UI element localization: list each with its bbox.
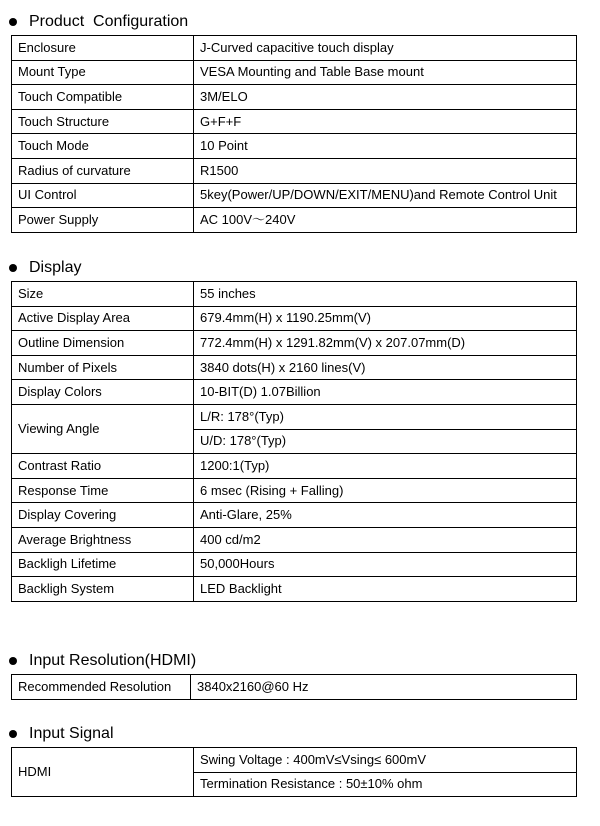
spec-label: Backligh Lifetime xyxy=(12,552,194,577)
spec-label: Response Time xyxy=(12,478,194,503)
spec-value: U/D: 178°(Typ) xyxy=(194,429,577,454)
spec-value: 3M/ELO xyxy=(194,85,577,110)
spec-value: 10 Point xyxy=(194,134,577,159)
spec-label: Power Supply xyxy=(12,208,194,233)
spec-label: HDMI xyxy=(12,748,194,797)
spec-value: Swing Voltage : 400mV≤Vsing≤ 600mV xyxy=(194,748,577,773)
spec-label: Number of Pixels xyxy=(12,355,194,380)
spec-value: LED Backlight xyxy=(194,577,577,602)
table-row xyxy=(12,552,577,577)
spec-value: AC 100V～240V xyxy=(194,208,577,233)
spec-value: R1500 xyxy=(194,158,577,183)
table-row xyxy=(12,134,577,159)
section-title: Product Configuration xyxy=(29,13,189,30)
spec-value: 1200:1(Typ) xyxy=(194,454,577,479)
table-row xyxy=(12,109,577,134)
section-heading-input-resolution xyxy=(8,651,196,671)
table-row xyxy=(12,503,577,528)
spec-value: 679.4mm(H) x 1190.25mm(V) xyxy=(194,306,577,331)
table-row xyxy=(12,355,577,380)
table-row xyxy=(12,158,577,183)
spec-label: Touch Structure xyxy=(12,109,194,134)
table-row xyxy=(12,454,577,479)
display-table xyxy=(11,281,577,602)
spec-value: 772.4mm(H) x 1291.82mm(V) x 207.07mm(D) xyxy=(194,331,577,356)
spec-label: Enclosure xyxy=(12,36,194,61)
spec-label: Backligh System xyxy=(12,577,194,602)
spec-label: Active Display Area xyxy=(12,306,194,331)
table-row xyxy=(12,183,577,208)
spec-value: G+F+F xyxy=(194,109,577,134)
table-row xyxy=(12,282,577,307)
table-row xyxy=(12,36,577,61)
spec-label: Radius of curvature xyxy=(12,158,194,183)
spec-label: Viewing Angle xyxy=(12,404,194,453)
section-title: Input Resolution(HDMI) xyxy=(29,652,197,669)
spec-value: VESA Mounting and Table Base mount xyxy=(194,60,577,85)
spec-value: J-Curved capacitive touch display xyxy=(194,36,577,61)
bullet-icon xyxy=(9,657,17,665)
table-row xyxy=(12,404,577,429)
section-title: Input Signal xyxy=(29,725,114,742)
spec-label: Touch Mode xyxy=(12,134,194,159)
spec-label: Display Colors xyxy=(12,380,194,405)
table-row xyxy=(12,331,577,356)
spec-label: UI Control xyxy=(12,183,194,208)
section-title: Display xyxy=(29,259,82,276)
spec-label: Recommended Resolution xyxy=(12,675,191,700)
table-row xyxy=(12,527,577,552)
bullet-icon xyxy=(9,730,17,738)
spec-label: Contrast Ratio xyxy=(12,454,194,479)
spec-label: Average Brightness xyxy=(12,527,194,552)
spec-label: Size xyxy=(12,282,194,307)
table-row xyxy=(12,577,577,602)
spec-value: 6 msec (Rising + Falling) xyxy=(194,478,577,503)
spec-value: 400 cd/m2 xyxy=(194,527,577,552)
spec-value: L/R: 178°(Typ) xyxy=(194,404,577,429)
bullet-icon xyxy=(9,18,17,26)
bullet-icon xyxy=(9,264,17,272)
section-heading-product-configuration xyxy=(8,12,188,32)
table-row xyxy=(12,675,577,700)
table-row xyxy=(12,306,577,331)
input-signal-table xyxy=(11,747,577,797)
table-row xyxy=(12,748,577,773)
spec-value: 55 inches xyxy=(194,282,577,307)
spec-value: 5key(Power/UP/DOWN/EXIT/MENU)and Remote Control Unit xyxy=(194,183,577,208)
product-configuration-table xyxy=(11,35,577,233)
spec-label: Mount Type xyxy=(12,60,194,85)
table-row xyxy=(12,208,577,233)
table-row xyxy=(12,380,577,405)
spec-value: Anti-Glare, 25% xyxy=(194,503,577,528)
spec-value: 3840x2160@60 Hz xyxy=(191,675,577,700)
input-resolution-table xyxy=(11,674,577,700)
spec-label: Touch Compatible xyxy=(12,85,194,110)
spec-value: 3840 dots(H) x 2160 lines(V) xyxy=(194,355,577,380)
table-row xyxy=(12,60,577,85)
spec-label: Display Covering xyxy=(12,503,194,528)
section-heading-display xyxy=(8,258,81,278)
spec-value: 10-BIT(D) 1.07Billion xyxy=(194,380,577,405)
spec-label: Outline Dimension xyxy=(12,331,194,356)
table-row xyxy=(12,478,577,503)
spec-value: 50,000Hours xyxy=(194,552,577,577)
spec-value: Termination Resistance : 50±10% ohm xyxy=(194,772,577,797)
section-heading-input-signal xyxy=(8,724,114,744)
table-row xyxy=(12,85,577,110)
